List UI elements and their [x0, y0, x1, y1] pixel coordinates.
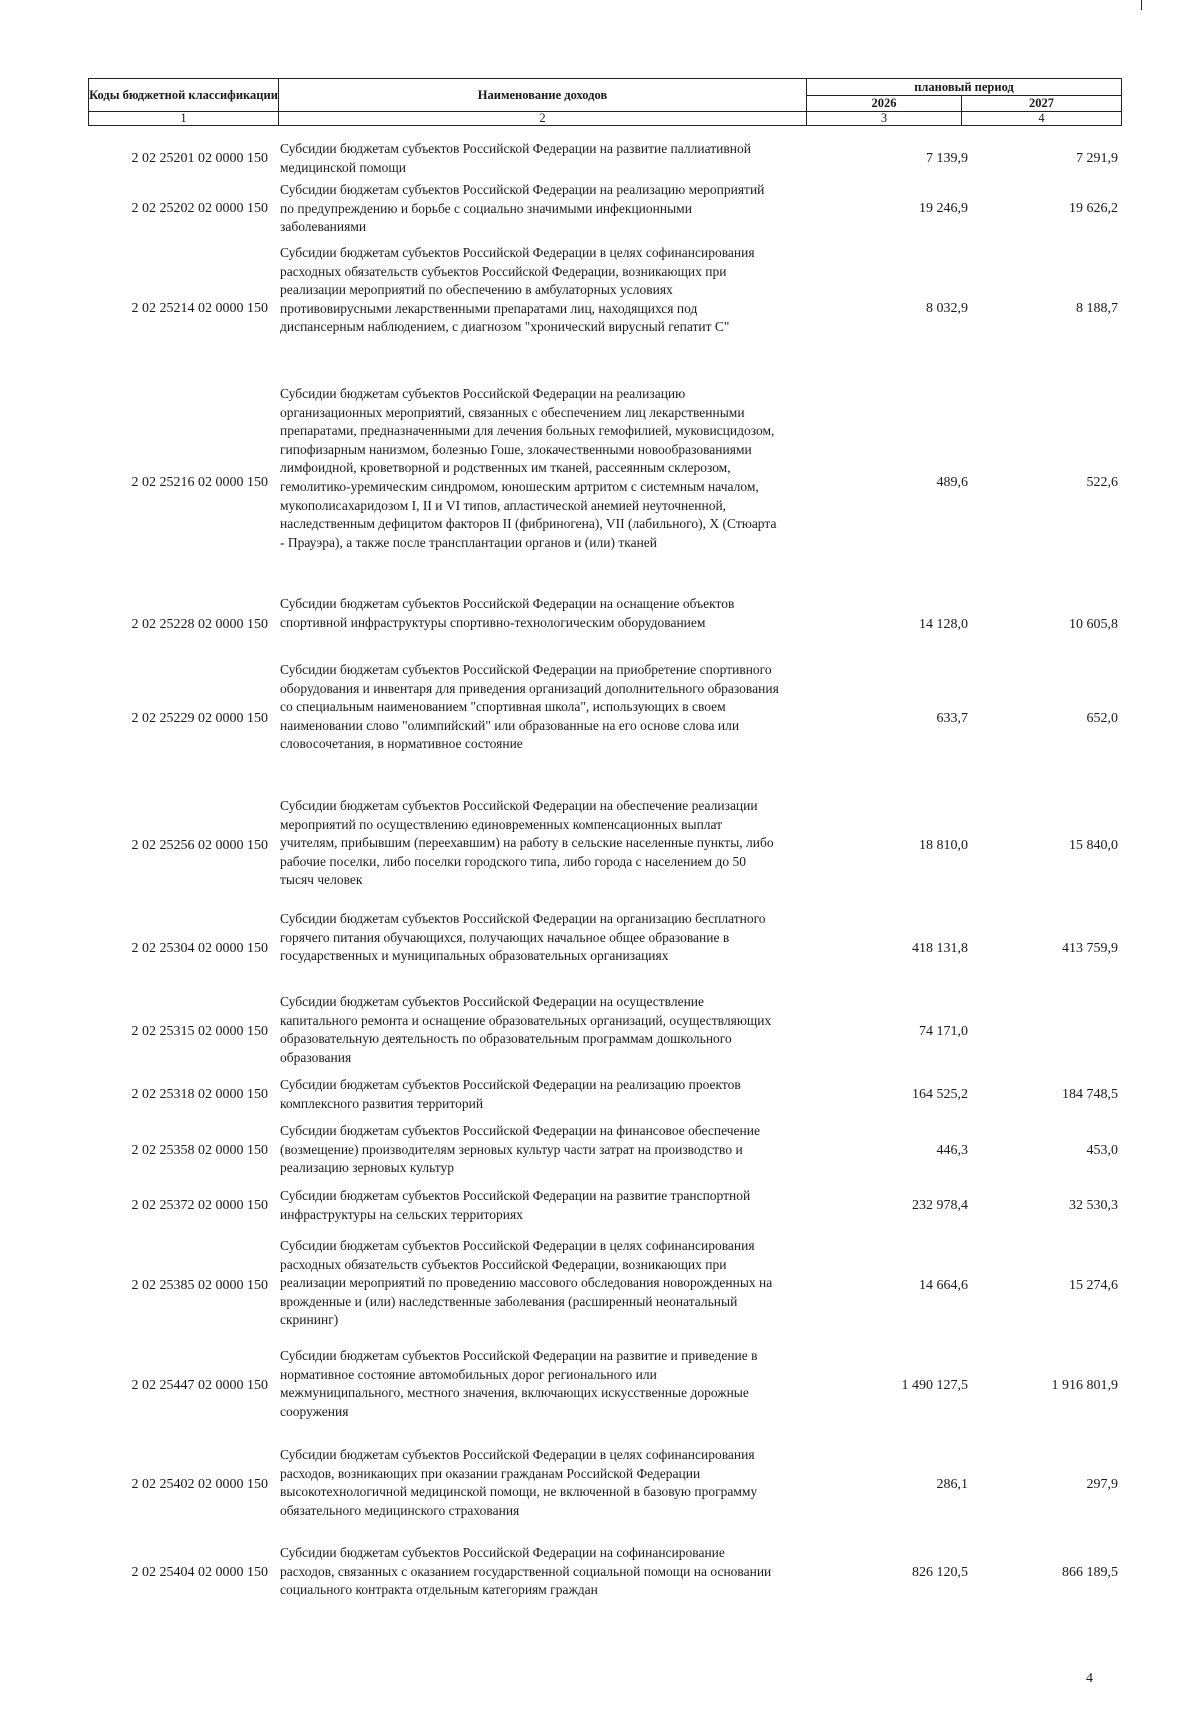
table-row [88, 1237, 1121, 1334]
colnum-3: 3 [807, 112, 962, 126]
row-code: 2 02 25404 02 0000 150 [131, 1565, 268, 1580]
table-row [88, 1076, 1121, 1114]
table-row [88, 385, 1121, 580]
table-row [88, 1187, 1121, 1225]
row-name: Субсидии бюджетам субъектов Российской Федерации на организацию бесплатного горячего питания обучающихся, получающих начальное общее образование в государственных и муниципальных образовательных организациях [280, 911, 766, 964]
row-code: 2 02 25256 02 0000 150 [131, 837, 268, 853]
row-code: 2 02 25228 02 0000 150 [131, 617, 268, 632]
row-value-2027: 32 530,3 [1069, 1198, 1118, 1213]
colnum-1: 1 [89, 112, 279, 126]
table-row [88, 797, 1121, 894]
colnum-4: 4 [962, 112, 1122, 126]
row-code: 2 02 25202 02 0000 150 [131, 201, 268, 216]
row-name: Субсидии бюджетам субъектов Российской Федерации на реализацию мероприятий по предупреждению и борьбе с социально значимыми инфекционными заболеваниями [280, 182, 765, 235]
table-row [88, 140, 1121, 178]
table-row [88, 910, 1121, 988]
table-row [88, 181, 1121, 237]
row-code: 2 02 25385 02 0000 150 [131, 1277, 268, 1293]
row-value-2026: 418 131,8 [912, 941, 968, 956]
row-name: Субсидии бюджетам субъектов Российской Федерации на приобретение спортивного оборудования и инвентаря для приведения организаций дополнительного образования со специальным наименованием "спортивная школа", использующих в своем наименовании слово "олимпийский" или образованные на его основе слова или словосочетания, в нормативное состояние [280, 662, 779, 752]
row-value-2027: 10 605,8 [1069, 617, 1118, 632]
table-row [88, 244, 1121, 374]
row-value-2027: 15 274,6 [1069, 1277, 1118, 1293]
row-code: 2 02 25447 02 0000 150 [131, 1378, 268, 1393]
table-row [88, 1544, 1121, 1602]
row-code: 2 02 25304 02 0000 150 [131, 941, 268, 956]
row-value-2027: 453,0 [1086, 1143, 1118, 1158]
row-code: 2 02 25318 02 0000 150 [131, 1087, 268, 1102]
row-code: 2 02 25402 02 0000 150 [131, 1477, 268, 1492]
scan-corner-mark [1141, 0, 1142, 10]
row-code: 2 02 25214 02 0000 150 [131, 301, 268, 316]
row-code: 2 02 25216 02 0000 150 [131, 474, 268, 490]
row-name: Субсидии бюджетам субъектов Российской Федерации на софинансирование расходов, связанных с оказанием государственной социальной помощи на основании социального контракта отдельным категориям граждан [280, 1545, 772, 1598]
row-name: Субсидии бюджетам субъектов Российской Федерации на развитие транспортной инфраструктуры на сельских территориях [280, 1188, 751, 1222]
row-name: Субсидии бюджетам субъектов Российской Федерации на оснащение объектов спортивной инфраструктуры спортивно-технологическим оборудованием [280, 596, 735, 630]
row-name: Субсидии бюджетам субъектов Российской Федерации в целях софинансирования расходных обязательств субъектов Российской Федерации, возникающих при реализации мероприятий по проведению массового обследования новорожденных на врожденные и (или) наследственные заболевания (расширенный неонатальный скрининг) [280, 1238, 773, 1328]
page-number: 4 [1086, 1671, 1093, 1686]
row-value-2026: 7 139,9 [926, 151, 968, 166]
row-code: 2 02 25315 02 0000 150 [131, 1024, 268, 1039]
row-value-2027: 8 188,7 [1076, 301, 1118, 316]
row-name: Субсидии бюджетам субъектов Российской Федерации на обеспечение реализации мероприятий по осуществлению единовременных компенсационных выплат учителям, прибывшим (переехавшим) на работу в сельские населенные пункты, либо рабочие поселки, либо поселки городского типа, либо города с населением до 50 тысяч человек [280, 798, 774, 888]
row-name: Субсидии бюджетам субъектов Российской Федерации на развитие и приведение в нормативное состояние автомобильных дорог регионального или межмуниципального, местного значения, включающих искусственные дорожные сооружения [280, 1348, 758, 1419]
row-value-2026: 1 490 127,5 [901, 1378, 968, 1393]
row-value-2027: 297,9 [1086, 1477, 1118, 1492]
table-row [88, 993, 1121, 1071]
row-code: 2 02 25358 02 0000 150 [131, 1143, 268, 1158]
row-name: Субсидии бюджетам субъектов Российской Федерации на реализацию организационных мероприятий, связанных с обеспечением лиц лекарственными препаратами, предназначенными для лечения больных гемофилией, муковисцидозом, гипофизарным нанизмом, болезнью Гоше, злокачественными новообразованиями лимфоидной, кроветворной и родственных им тканей, рассеянным склерозом, гемолитико-уремическим синдромом, юношеским артритом с системным началом, мукополисахаридозом I, II и VI типов, апластической анемией неуточненной, наследственным дефицитом факторов II (фибриногена), VII (лабильного), X (Стюарта - Прауэра), а также после трансплантации органов и (или) тканей [280, 386, 777, 550]
row-value-2026: 286,1 [936, 1477, 968, 1492]
header-period: плановый период [807, 79, 1122, 96]
row-name: Субсидии бюджетам субъектов Российской Федерации в целях софинансирования расходов, возникающих при оказании гражданам Российской Федерации высокотехнологичной медицинской помощи, не включенной в базовую программу обязательного медицинского страхования [280, 1447, 758, 1518]
row-value-2027: 19 626,2 [1069, 201, 1118, 216]
table-header [88, 78, 1122, 126]
row-value-2027: 15 840,0 [1069, 837, 1118, 853]
row-value-2026: 164 525,2 [912, 1087, 968, 1102]
table-row [88, 661, 1121, 776]
header-name: Наименование доходов [279, 79, 807, 112]
header-year-2026: 2026 [807, 95, 962, 112]
row-value-2026: 14 128,0 [919, 617, 968, 632]
row-value-2027: 522,6 [1086, 474, 1118, 490]
row-value-2026: 446,3 [936, 1143, 968, 1158]
row-value-2026: 489,6 [936, 474, 968, 490]
row-value-2026: 14 664,6 [919, 1277, 968, 1293]
row-name: Субсидии бюджетам субъектов Российской Федерации на осуществление капитального ремонта и оснащение образовательных организаций, осуществляющих образовательную деятельность по образовательным программам дошкольного образования [280, 994, 772, 1065]
row-value-2026: 18 810,0 [919, 837, 968, 853]
row-value-2027: 1 916 801,9 [1051, 1378, 1118, 1393]
row-value-2026: 19 246,9 [919, 201, 968, 216]
row-value-2026: 633,7 [936, 710, 968, 726]
header-codes: Коды бюджетной классификации [89, 79, 279, 112]
table-row [88, 1122, 1121, 1180]
row-value-2027: 184 748,5 [1062, 1087, 1118, 1102]
row-value-2026: 74 171,0 [919, 1024, 968, 1039]
table-row [88, 1347, 1121, 1425]
row-value-2026: 826 120,5 [912, 1565, 968, 1580]
row-name: Субсидии бюджетам субъектов Российской Федерации на реализацию проектов комплексного развития территорий [280, 1077, 741, 1111]
table-row [88, 1446, 1121, 1524]
row-name: Субсидии бюджетам субъектов Российской Федерации на развитие паллиативной медицинской помощи [280, 141, 751, 175]
row-value-2026: 8 032,9 [926, 301, 968, 316]
table-row [88, 595, 1121, 655]
row-code: 2 02 25372 02 0000 150 [131, 1198, 268, 1213]
colnum-2: 2 [279, 112, 807, 126]
header-year-2027: 2027 [962, 95, 1122, 112]
row-value-2027: 7 291,9 [1076, 151, 1118, 166]
row-name: Субсидии бюджетам субъектов Российской Федерации на финансовое обеспечение (возмещение) производителям зерновых культур части затрат на производство и реализацию зерновых культур [280, 1123, 760, 1176]
row-value-2027: 652,0 [1086, 710, 1118, 726]
row-value-2026: 232 978,4 [912, 1198, 968, 1213]
row-code: 2 02 25201 02 0000 150 [131, 151, 268, 166]
row-value-2027: 413 759,9 [1062, 941, 1118, 956]
row-code: 2 02 25229 02 0000 150 [131, 710, 268, 726]
row-name: Субсидии бюджетам субъектов Российской Федерации в целях софинансирования расходных обязательств субъектов Российской Федерации, возникающих при реализации мероприятий по обеспечению в амбулаторных условиях противовирусными лекарственными препаратами лиц, находящихся под диспансерным наблюдением, с диагнозом "хронический вирусный гепатит С" [280, 245, 755, 335]
row-value-2027: 866 189,5 [1062, 1565, 1118, 1580]
